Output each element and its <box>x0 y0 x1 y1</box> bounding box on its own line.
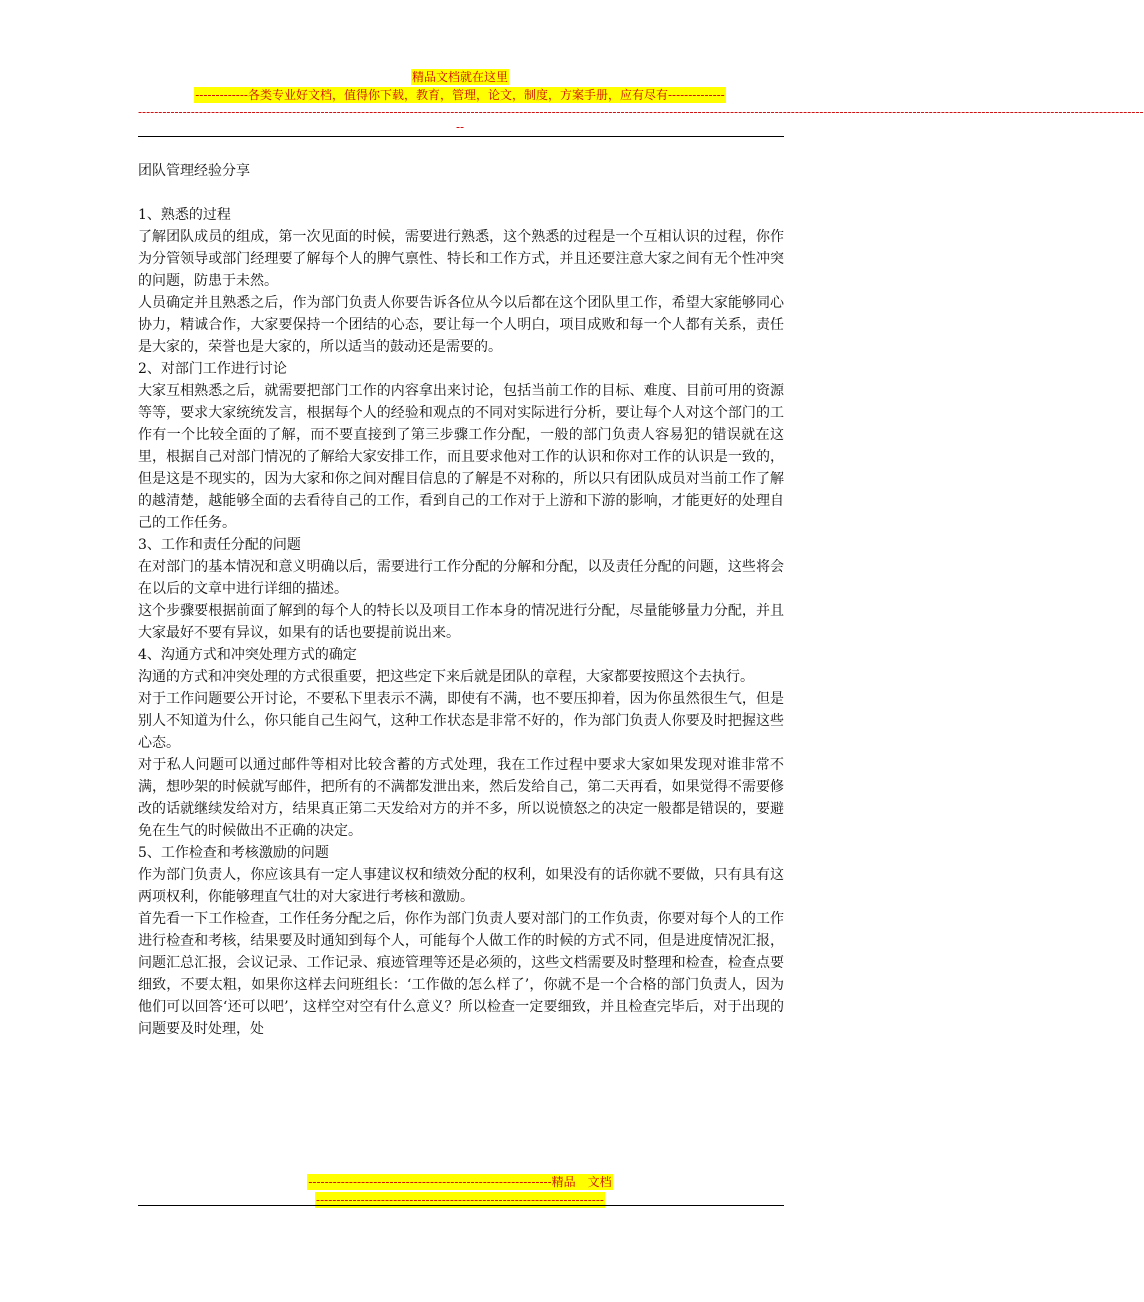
paragraph: 作为部门负责人，你应该具有一定人事建议权和绩效分配的权利，如果没有的话你就不要做，只有具有这两项权利，你能够理直气壮的对大家进行考核和激励。 <box>138 867 784 905</box>
paragraph: 首先看一下工作检查，工作任务分配之后，你作为部门负责人要对部门的工作负责，你要对每个人的工作进行检查和考核，结果要及时通知到每个人，可能每个人做工作的时候的方式不同，但是进度情况汇报，问题汇总汇报，会议记录、工作记录、痕迹管理等还是必须的，这些文档需要及时整理和检查，检查点要细致，不要太粗，如果你这样去问班组长：‘工作做的怎么样了’，你就不是一个合格的部门负责人，因为他们可以回答‘还可以吧’，这样空对空有什么意义？所以检查一定要细致，并且检查完毕后，对于出现的问题要及时处理，处 <box>138 911 784 1037</box>
paragraph: 3、工作和责任分配的问题 <box>138 537 301 553</box>
document-title: 团队管理经验分享 <box>138 163 250 179</box>
footer-line1-wrap <box>0 1171 920 1190</box>
paragraph: 人员确定并且熟悉之后，作为部门负责人你要告诉各位从今以后都在这个团队里工作，希望大家能够同心协力，精诚合作，大家要保持一个团结的心态，要让每一个人明白，项目成败和每一个人都有关系，责任是大家的，荣誉也是大家的，所以适当的鼓动还是需要的。 <box>138 295 784 355</box>
paragraph: 大家互相熟悉之后，就需要把部门工作的内容拿出来讨论，包括当前工作的目标、难度、目前可用的资源等等，要求大家统统发言，根据每个人的经验和观点的不同对实际进行分析，要让每个人对这个部门的工作有一个比较全面的了解，而不要直接到了第三步骤工作分配，一般的部门负责人容易犯的错误就在这里，根据自己对部门情况的了解给大家安排工作，而且要求他对工作的认识和你对工作的认识是一致的，但是这是不现实的，因为大家和你之间对醒目信息的了解是不对称的，所以只有团队成员对当前工作了解的越清楚，越能够全面的去看待自己的工作，看到自己的工作对于上游和下游的影响，才能更好的处理自己的工作任务。 <box>138 383 784 531</box>
paragraph: 在对部门的基本情况和意义明确以后，需要进行工作分配的分解和分配，以及责任分配的问题，这些将会在以后的文章中进行详细的描述。 <box>138 559 784 597</box>
paragraph: 对于私人问题可以通过邮件等相对比较含蓄的方式处理，我在工作过程中要求大家如果发现对谁非常不满，想吵架的时候就写邮件，把所有的不满都发泄出来，然后发给自己，第二天再看，如果觉得不需要修改的话就继续发给对方，结果真正第二天发给对方的并不多，所以说愤怒之的决定一般都是错误的，要避免在生气的时候做出不正确的决定。 <box>138 757 784 839</box>
header-title-wrap <box>0 66 920 85</box>
footer-divider <box>138 1205 784 1206</box>
header-dash-tail: -- <box>455 120 465 134</box>
paragraph: 2、对部门工作进行讨论 <box>138 361 287 377</box>
footer-line1: ------------------------------------------------------------精品 文档 <box>308 1175 612 1189</box>
paragraph: 1、熟悉的过程 <box>138 207 231 223</box>
header-subtitle: -------------各类专业好文档，值得你下载，教育，管理，论文，制度，方案手册，应有尽有-------------- <box>195 88 725 102</box>
paragraph: 沟通的方式和冲突处理的方式很重要，把这些定下来后就是团队的章程，大家都要按照这个去执行。 <box>138 669 754 685</box>
header-divider <box>138 136 784 137</box>
footer-line2: ----------------------------------------------------------------------- <box>316 1193 604 1207</box>
paragraph: 这个步骤要根据前面了解到的每个人的特长以及项目工作本身的情况进行分配，尽量能够量力分配，并且大家最好不要有异议，如果有的话也要提前说出来。 <box>138 603 784 641</box>
paragraph: 对于工作问题要公开讨论，不要私下里表示不满，即使有不满，也不要压抑着，因为你虽然很生气，但是别人不知道为什么，你只能自己生闷气，这种工作状态是非常不好的，作为部门负责人你要及时把握这些心态。 <box>138 691 784 751</box>
paragraph: 了解团队成员的组成，第一次见面的时候，需要进行熟悉，这个熟悉的过程是一个互相认识的过程，你作为分管领导或部门经理要了解每个人的脾气禀性、特长和工作方式，并且还要注意大家之间有无个性冲突的问题，防患于未然。 <box>138 229 784 289</box>
paragraph: 4、沟通方式和冲突处理方式的确定 <box>138 647 357 663</box>
header-dash-line: -------------------------------------------------------------------------------------------------------------------------------------------------------------------------------------------------------------------------------------------------------- <box>138 105 1144 119</box>
paragraph: 5、工作检查和考核激励的问题 <box>138 845 329 861</box>
header-subtitle-wrap <box>0 84 920 103</box>
header-title: 精品文档就在这里 <box>411 70 508 84</box>
document-body <box>138 160 784 1040</box>
